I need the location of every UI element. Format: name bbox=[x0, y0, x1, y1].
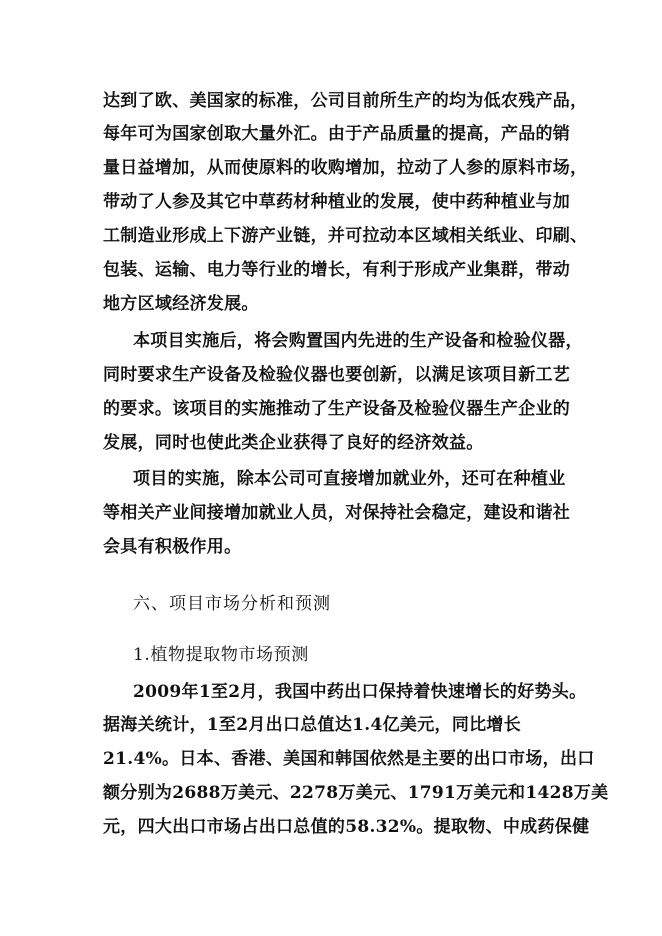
paragraph-4-line-5: 元，四大出口市场占出口总值的58.32%。提取物、中成药保健 bbox=[103, 817, 590, 837]
paragraph-2-line-1: 本项目实施后，将会购置国内先进的生产设备和检验仪器， bbox=[133, 331, 583, 351]
paragraph-2-line-2: 同时要求生产设备及检验仪器也要创新，以满足该项目新工艺 bbox=[103, 365, 571, 385]
section-heading: 六、项目市场分析和预测 bbox=[133, 594, 331, 614]
paragraph-3-line-3: 会具有积极作用。 bbox=[103, 537, 242, 557]
paragraph-1-line-1: 达到了欧、美国家的标准，公司目前所生产的均为低农残产品， bbox=[103, 91, 588, 111]
paragraph-4-line-3: 21.4%。日本、香港、美国和韩国依然是主要的出口市场，出口 bbox=[103, 749, 595, 769]
paragraph-4-line-4: 额分别为2688万美元、2278万美元、1791万美元和1428万美 bbox=[103, 783, 609, 803]
subsection-heading: 1.植物提取物市场预测 bbox=[133, 645, 309, 665]
paragraph-1-line-2: 每年可为国家创取大量外汇。由于产品质量的提高，产品的销 bbox=[103, 124, 571, 144]
paragraph-1-line-7: 地方区域经济发展。 bbox=[103, 294, 259, 314]
paragraph-3-line-2: 等相关产业间接增加就业人员，对保持社会稳定，建设和谐社 bbox=[103, 503, 571, 523]
paragraph-1-line-3: 量日益增加，从而使原料的收购增加，拉动了人参的原料市场， bbox=[103, 158, 588, 178]
paragraph-2-line-3: 的要求。该项目的实施推动了生产设备及检验仪器生产企业的 bbox=[103, 399, 571, 419]
paragraph-1-line-6: 包装、运输、电力等行业的增长，有利于形成产业集群，带动 bbox=[103, 260, 571, 280]
paragraph-3-line-1: 项目的实施，除本公司可直接增加就业外，还可在种植业 bbox=[133, 469, 566, 489]
paragraph-4-line-1: 2009年1至2月，我国中药出口保持着快速增长的好势头。 bbox=[133, 682, 587, 702]
paragraph-1-line-5: 工制造业形成上下游产业链，并可拉动本区域相关纸业、印刷、 bbox=[103, 226, 588, 246]
paragraph-2-line-4: 发展，同时也使此类企业获得了良好的经济效益。 bbox=[103, 433, 484, 453]
paragraph-1-line-4: 带动了人参及其它中草药材种植业的发展，使中药种植业与加 bbox=[103, 192, 571, 212]
paragraph-4-line-2: 据海关统计，1至2月出口总值达1.4亿美元，同比增长 bbox=[103, 715, 522, 735]
